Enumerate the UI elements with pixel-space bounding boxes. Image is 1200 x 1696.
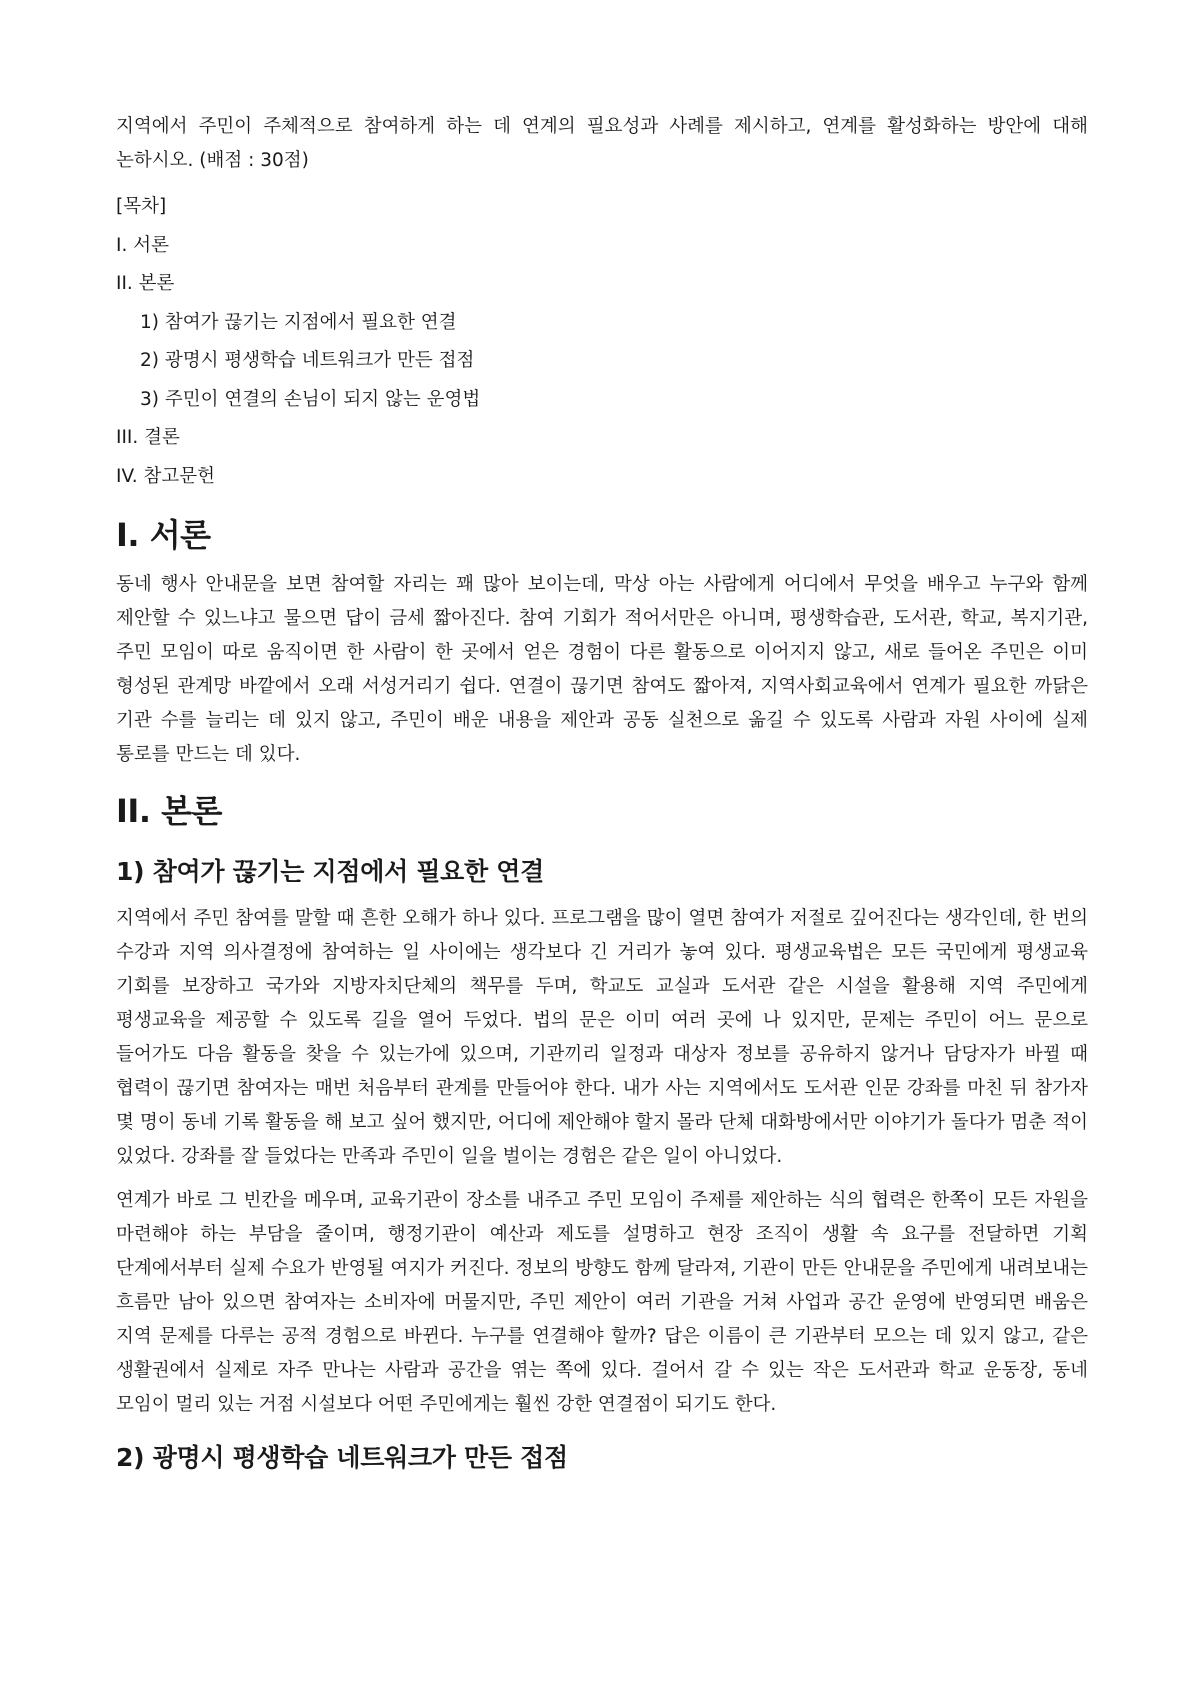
toc-item-intro: I. 서론 bbox=[116, 234, 169, 256]
subsection-1-paragraph-1: 지역에서 주민 참여를 말할 때 흔한 오해가 하나 있다. 프로그램을 많이 열면 참여가 저절로 깊어진다는 생각인데, 한 번의 수강과 지역 의사결정에 참여하는 일 사이에는 생각보다 긴 거리가 놓여 있다. 평생교육법은 모든 국민에게 평생교육 기회를 보장하고 국가와 지방자치단체의 책무를 두며, 학교도 교실과 도서관 같은 시설을 활용해 지역 주민에게 평생교육을 제공할 수 있도록 길을 열어 두었다. 법의 문은 이미 여러 곳에 나 있지만, 문제는 주민이 어느 문으로 들어가도 다음 활동을 찾을 수 있는가에 있으며, 기관끼리 일정과 대상자 정보를 공유하지 않거나 담당자가 바뀔 때 협력이 끊기면 참여자는 매번 처음부터 관계를 만들어야 한다. 내가 사는 지역에서도 도서관 인문 강좌를 마친 뒤 참가자 몇 명이 동네 기록 활동을 해 보고 싶어 했지만, 어디에 제안해야 할지 몰라 단체 대화방에서만 이야기가 돌다가 멈춘 적이 있었다. 강좌를 잘 들었다는 만족과 주민이 일을 벌이는 경험은 같은 일이 아니었다. bbox=[116, 908, 1088, 1167]
toc-title: [목차] bbox=[116, 196, 167, 217]
toc-item-body-2: 2) 광명시 평생학습 네트워크가 만든 접점 bbox=[140, 350, 475, 371]
intro-paragraph: 동네 행사 안내문을 보면 참여할 자리는 꽤 많아 보이는데, 막상 아는 사람에게 어디에서 무엇을 배우고 누구와 함께 제안할 수 있느냐고 물으면 답이 금세 짧아진다. 참여 기회가 적어서만은 아니며, 평생학습관, 도서관, 학교, 복지기관, 주민 모임이 따로 움직이면 한 사람이 한 곳에서 얻은 경험이 다른 활동으로 이어지지 않고, 새로 들어온 주민은 이미 형성된 관계망 바깥에서 오래 서성거리기 쉽다. 연결이 끊기면 참여도 짧아져, 지역사회교육에서 연계가 필요한 까닭은 기관 수를 늘리는 데 있지 않고, 주민이 배운 내용을 제안과 공동 실천으로 옮길 수 있도록 사람과 자원 사이에 실제 통로를 만드는 데 있다. bbox=[116, 574, 1088, 765]
question-text: 지역에서 주민이 주체적으로 참여하게 하는 데 연계의 필요성과 사례를 제시하고, 연계를 활성화하는 방안에 대해 논하시오. (배점 : 30점) bbox=[116, 116, 1088, 171]
toc-item-body-1: 1) 참여가 끊기는 지점에서 필요한 연결 bbox=[140, 311, 457, 333]
toc-item-body: II. 본론 bbox=[116, 273, 175, 294]
body-heading: II. 본론 bbox=[116, 792, 222, 830]
table-of-contents bbox=[116, 188, 1088, 496]
subsection-2-heading: 2) 광명시 평생학습 네트워크가 만든 접점 bbox=[116, 1443, 568, 1472]
toc-item-conclusion: III. 결론 bbox=[116, 427, 180, 448]
subsection-1-paragraph-2: 연계가 바로 그 빈칸을 메우며, 교육기관이 장소를 내주고 주민 모임이 주제를 제안하는 식의 협력은 한쪽이 모든 자원을 마련해야 하는 부담을 줄이며, 행정기관이 예산과 제도를 설명하고 현장 조직이 생활 속 요구를 전달하면 기획 단계에서부터 실제 수요가 반영될 여지가 커진다. 정보의 방향도 함께 달라져, 기관이 만든 안내문을 주민에게 내려보내는 흐름만 남아 있으면 참여자는 소비자에 머물지만, 주민 제안이 여러 기관을 거쳐 사업과 공간 운영에 반영되면 배움은 지역 문제를 다루는 공적 경험으로 바뀐다. 누구를 연결해야 할까? 답은 이름이 큰 기관부터 모으는 데 있지 않고, 같은 생활권에서 실제로 자주 만나는 사람과 공간을 엮는 쪽에 있다. 걸어서 갈 수 있는 작은 도서관과 학교 운동장, 동네 모임이 멀리 있는 거점 시설보다 어떤 주민에게는 훨씬 강한 연결점이 되기도 한다. bbox=[116, 1190, 1088, 1415]
toc-item-references: IV. 참고문헌 bbox=[116, 465, 215, 487]
subsection-1-heading: 1) 참여가 끊기는 지점에서 필요한 연결 bbox=[116, 857, 544, 886]
intro-heading: I. 서론 bbox=[116, 516, 211, 554]
toc-item-body-3: 3) 주민이 연결의 손님이 되지 않는 운영법 bbox=[140, 388, 481, 410]
